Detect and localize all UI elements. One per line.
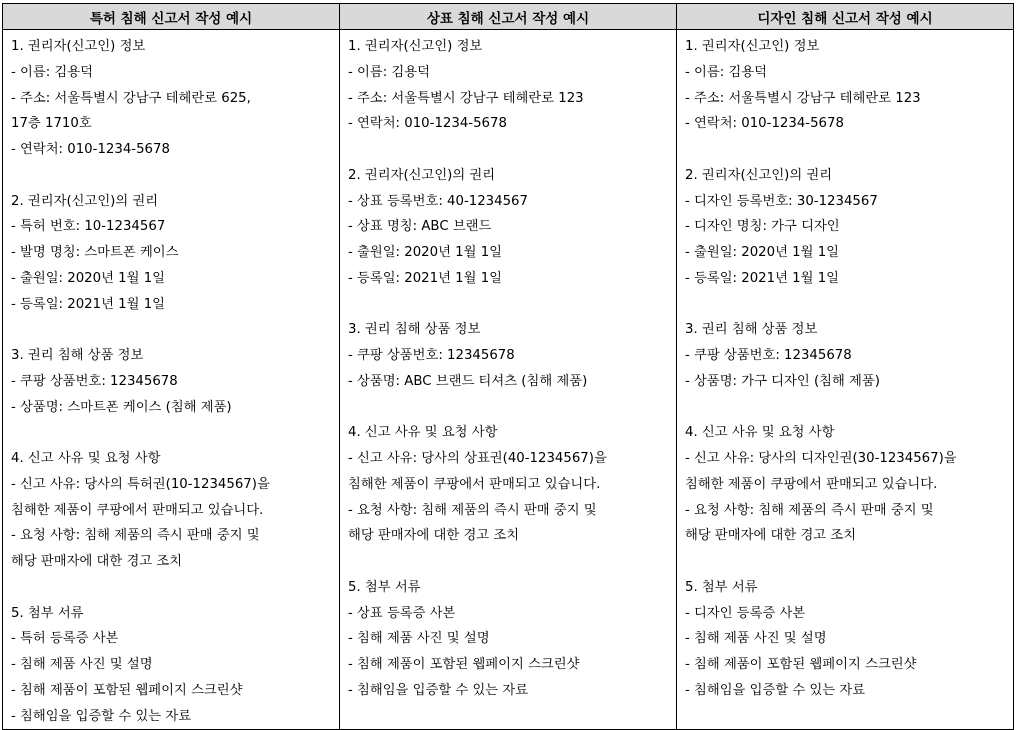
text-line: - 발명 명칭: 스마트폰 케이스 <box>11 245 179 260</box>
text-line: - 상품명: 가구 디자인 (침해 제품) <box>685 373 880 389</box>
text-line: 4. 신고 사유 및 요청 사항 <box>348 425 498 441</box>
text-line: - 상품명: ABC 브랜드 티셔츠 (침해 제품) <box>348 373 588 389</box>
text-line: - 신고 사유: 당사의 상표권(40-1234567)을 <box>348 451 607 466</box>
text-line: - 상표 명칭: ABC 브랜드 <box>348 219 492 235</box>
text-line: - 등록일: 2021년 1월 1일 <box>11 296 166 312</box>
text-line: - 침해 제품 사진 및 설명 <box>348 631 490 647</box>
header-row <box>3 4 1014 30</box>
text-line: - 침해 제품 사진 및 설명 <box>685 631 827 647</box>
text-line: - 쿠팡 상품번호: 12345678 <box>685 348 852 363</box>
text-line: 2. 권리자(신고인)의 권리 <box>11 193 159 209</box>
text-line: - 침해임을 입증할 수 있는 자료 <box>11 708 192 724</box>
blank-line <box>348 549 668 575</box>
blank-line <box>11 317 331 343</box>
text-line: 침해한 제품이 쿠팡에서 판매되고 있습니다. <box>685 476 938 492</box>
text-line: - 특허 등록증 사본 <box>11 631 119 647</box>
blank-line <box>685 395 1005 421</box>
text-line: - 주소: 서울특별시 강남구 테헤란로 123 <box>685 90 921 106</box>
text-line: 침해한 제품이 쿠팡에서 판매되고 있습니다. <box>11 502 264 518</box>
text-line: 1. 권리자(신고인) 정보 <box>685 39 820 54</box>
text-line: - 신고 사유: 당사의 특허권(10-1234567)을 <box>11 476 270 492</box>
text-line: 해당 판매자에 대한 경고 조치 <box>685 528 857 544</box>
blank-line <box>685 549 1005 575</box>
text-line: - 침해 제품이 포함된 웹페이지 스크린샷 <box>348 657 580 672</box>
text-line: 2. 권리자(신고인)의 권리 <box>685 167 833 183</box>
text-line: - 디자인 등록증 사본 <box>685 605 806 621</box>
patent-column-header: 특허 침해 신고서 작성 예시 <box>3 4 340 30</box>
text-line: - 특허 번호: 10-1234567 <box>11 219 166 235</box>
text-line: - 연락처: 010-1234-5678 <box>685 116 844 132</box>
text-line: 3. 권리 침해 상품 정보 <box>348 322 481 338</box>
blank-line <box>11 420 331 446</box>
text-line: - 침해임을 입증할 수 있는 자료 <box>685 682 866 698</box>
text-line: 1. 권리자(신고인) 정보 <box>11 39 146 54</box>
design-column-header: 디자인 침해 신고서 작성 예시 <box>677 4 1014 30</box>
text-line: 5. 첨부 서류 <box>348 579 421 595</box>
text-line: - 요청 사항: 침해 제품의 즉시 판매 중지 및 <box>685 502 934 518</box>
text-line: - 출원일: 2020년 1월 1일 <box>685 245 840 260</box>
text-line: 해당 판매자에 대한 경고 조치 <box>11 554 183 569</box>
text-line: - 침해 제품이 포함된 웹페이지 스크린샷 <box>11 682 243 698</box>
text-line: - 요청 사항: 침해 제품의 즉시 판매 중지 및 <box>348 502 597 518</box>
text-line: - 출원일: 2020년 1월 1일 <box>348 245 503 260</box>
text-line: - 이름: 김용덕 <box>685 64 767 80</box>
text-line: - 연락처: 010-1234-5678 <box>11 142 170 157</box>
text-line: 해당 판매자에 대한 경고 조치 <box>348 528 520 544</box>
blank-line <box>11 163 331 189</box>
design-column-body <box>677 30 1014 730</box>
text-line: - 주소: 서울특별시 강남구 테헤란로 625, <box>11 90 251 106</box>
text-line: - 디자인 명칭: 가구 디자인 <box>685 219 840 235</box>
text-line: 5. 첨부 서류 <box>11 605 84 621</box>
text-line: - 쿠팡 상품번호: 12345678 <box>348 348 515 363</box>
text-line: 침해한 제품이 쿠팡에서 판매되고 있습니다. <box>348 476 601 492</box>
text-line: 1. 권리자(신고인) 정보 <box>348 39 483 54</box>
text-line: - 요청 사항: 침해 제품의 즉시 판매 중지 및 <box>11 528 260 544</box>
blank-line <box>348 395 668 421</box>
blank-line <box>685 292 1005 318</box>
text-line: - 주소: 서울특별시 강남구 테헤란로 123 <box>348 90 584 106</box>
text-line: 17층 1710호 <box>11 116 92 132</box>
text-line: - 이름: 김용덕 <box>11 64 93 80</box>
text-line: - 상표 등록증 사본 <box>348 605 456 621</box>
content-row <box>3 30 1014 730</box>
blank-line <box>348 292 668 318</box>
patent-column-body <box>3 30 340 730</box>
text-line: - 침해임을 입증할 수 있는 자료 <box>348 682 529 698</box>
text-line: - 이름: 김용덕 <box>348 64 430 80</box>
blank-line <box>11 575 331 601</box>
blank-line <box>348 137 668 163</box>
text-line: - 디자인 등록번호: 30-1234567 <box>685 193 878 209</box>
text-line: - 연락처: 010-1234-5678 <box>348 116 507 132</box>
text-line: 3. 권리 침해 상품 정보 <box>11 348 144 363</box>
text-line: 5. 첨부 서류 <box>685 579 758 595</box>
text-line: 2. 권리자(신고인)의 권리 <box>348 167 496 183</box>
text-line: - 쿠팡 상품번호: 12345678 <box>11 373 178 389</box>
text-line: - 침해 제품이 포함된 웹페이지 스크린샷 <box>685 657 917 672</box>
text-line: 4. 신고 사유 및 요청 사항 <box>685 425 835 441</box>
text-line: - 침해 제품 사진 및 설명 <box>11 657 153 672</box>
trademark-column-body <box>340 30 677 730</box>
text-line: 4. 신고 사유 및 요청 사항 <box>11 451 161 466</box>
text-line: 3. 권리 침해 상품 정보 <box>685 322 818 338</box>
text-line: - 상품명: 스마트폰 케이스 (침해 제품) <box>11 399 232 415</box>
trademark-column-header: 상표 침해 신고서 작성 예시 <box>340 4 677 30</box>
blank-line <box>685 137 1005 163</box>
text-line: - 등록일: 2021년 1월 1일 <box>348 270 503 286</box>
text-line: - 출원일: 2020년 1월 1일 <box>11 270 166 286</box>
text-line: - 등록일: 2021년 1월 1일 <box>685 270 840 286</box>
infringement-report-examples-table <box>2 3 1014 730</box>
text-line: - 상표 등록번호: 40-1234567 <box>348 193 528 209</box>
text-line: - 신고 사유: 당사의 디자인권(30-1234567)을 <box>685 451 957 466</box>
